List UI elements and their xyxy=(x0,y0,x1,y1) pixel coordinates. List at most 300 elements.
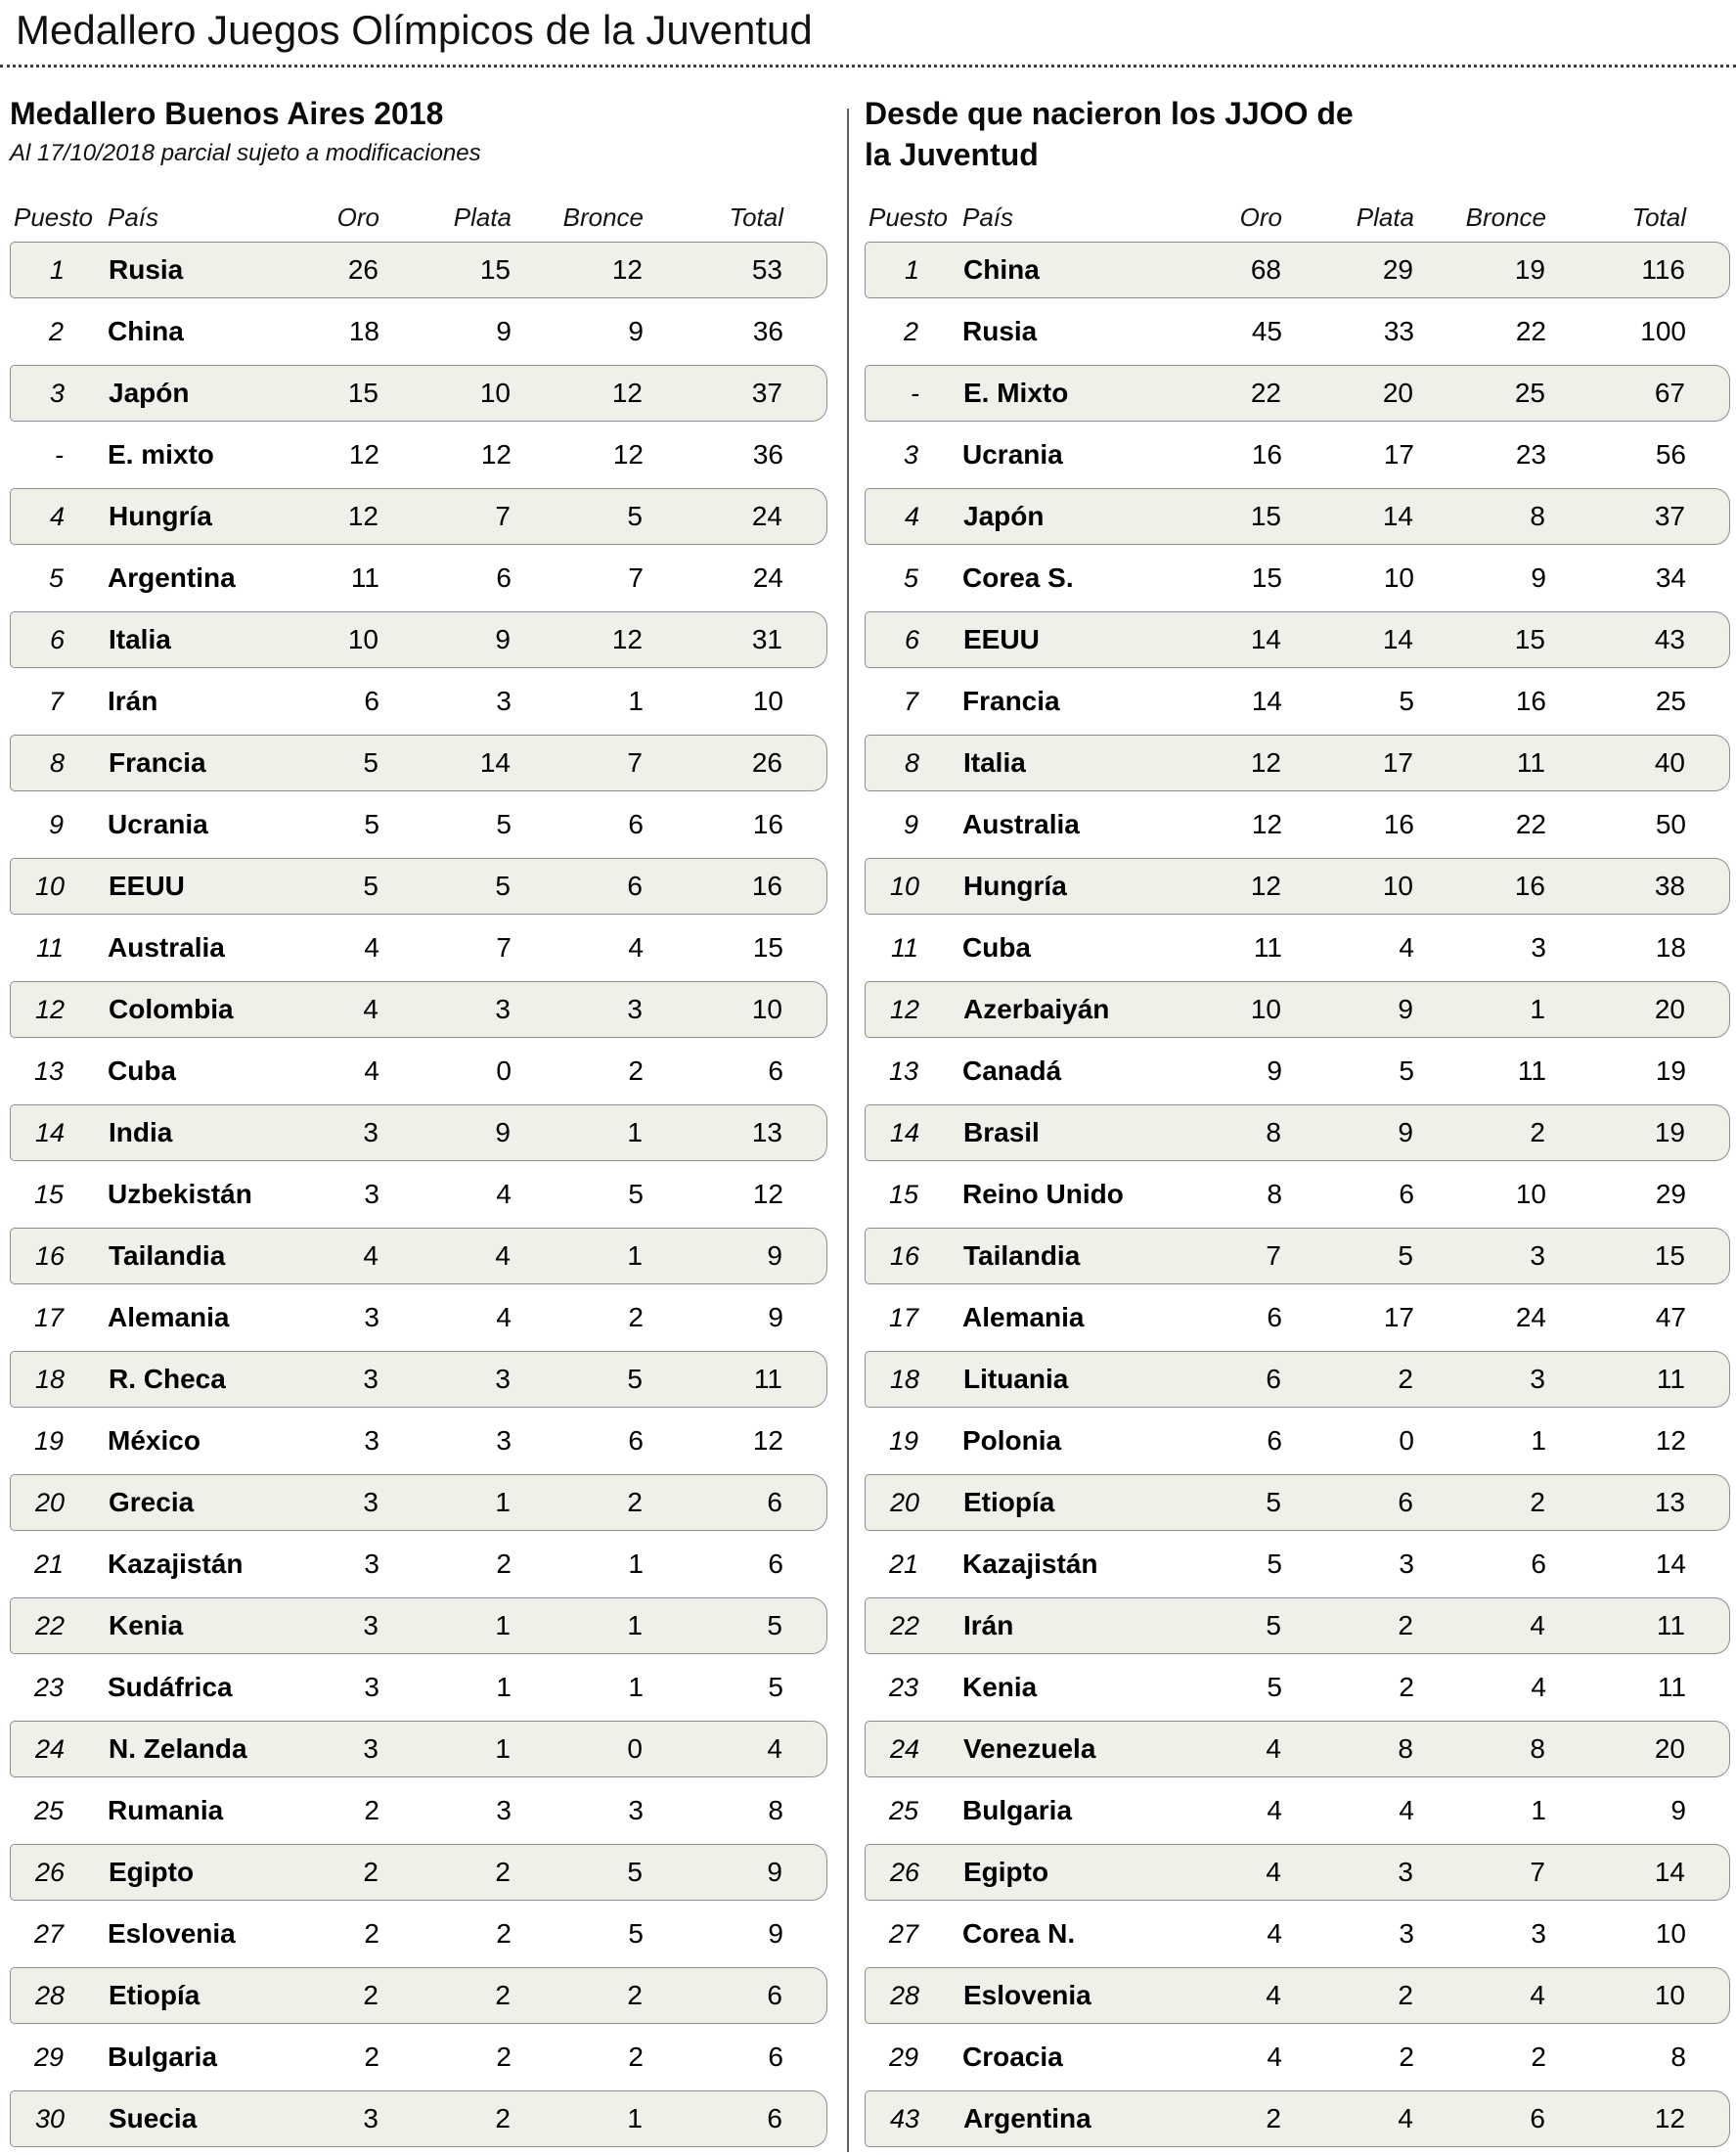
cell-puesto: 5 xyxy=(903,562,918,593)
cell-puesto: 29 xyxy=(888,2042,918,2072)
cell-pais: Francia xyxy=(109,747,206,779)
table-row xyxy=(10,735,827,791)
cell-bronce: 9 xyxy=(628,316,644,347)
column-header-puesto: Puesto xyxy=(868,202,948,233)
table-row xyxy=(865,1289,1730,1346)
cell-bronce: 1 xyxy=(627,1610,643,1641)
cell-pais: Reino Unido xyxy=(962,1179,1124,1210)
cell-total: 37 xyxy=(1654,501,1685,532)
cell-oro: 12 xyxy=(1250,747,1281,779)
cell-oro: 3 xyxy=(363,1733,378,1765)
cell-bronce: 1 xyxy=(1531,1795,1546,1826)
cell-oro: 5 xyxy=(1267,1549,1282,1580)
table-row xyxy=(865,796,1730,853)
cell-oro: 15 xyxy=(347,378,378,409)
cell-plata: 29 xyxy=(1382,254,1413,286)
column-header-puesto: Puesto xyxy=(14,202,93,233)
cell-bronce: 2 xyxy=(628,1302,644,1333)
right-table-title-area xyxy=(865,81,1730,199)
cell-puesto: 7 xyxy=(48,686,64,716)
cell-pais: Ucrania xyxy=(962,439,1063,471)
cell-oro: 12 xyxy=(348,439,379,471)
left-table-body xyxy=(10,242,827,2152)
cell-puesto: 4 xyxy=(49,501,65,531)
table-row xyxy=(10,242,827,298)
cell-puesto: 30 xyxy=(34,2103,65,2133)
column-header-pais: País xyxy=(962,202,1014,233)
cell-oro: 10 xyxy=(1250,994,1281,1025)
cell-total: 8 xyxy=(1670,2042,1686,2073)
cell-bronce: 11 xyxy=(1517,1055,1546,1087)
cell-plata: 3 xyxy=(1399,1549,1414,1580)
cell-total: 10 xyxy=(752,686,783,717)
cell-bronce: 9 xyxy=(1531,562,1546,594)
cell-bronce: 8 xyxy=(1530,501,1545,532)
cell-total: 8 xyxy=(768,1795,783,1826)
table-row xyxy=(865,2090,1730,2147)
cell-total: 9 xyxy=(768,1918,783,1950)
cell-puesto: 11 xyxy=(35,932,64,963)
cell-bronce: 5 xyxy=(627,501,643,532)
cell-total: 10 xyxy=(1655,1918,1686,1950)
cell-oro: 2 xyxy=(364,2042,379,2073)
cell-pais: Italia xyxy=(109,624,171,655)
cell-total: 31 xyxy=(751,624,782,655)
cell-bronce: 0 xyxy=(627,1733,643,1765)
cell-plata: 12 xyxy=(480,439,512,471)
table-row xyxy=(10,1413,827,1469)
column-header-bronce: Bronce xyxy=(562,202,644,233)
cell-plata: 6 xyxy=(1399,1179,1414,1210)
cell-total: 6 xyxy=(767,2103,782,2134)
cell-bronce: 4 xyxy=(1530,1610,1545,1641)
cell-puesto: 11 xyxy=(890,932,918,963)
cell-bronce: 12 xyxy=(611,254,643,286)
cell-total: 116 xyxy=(1641,254,1685,286)
cell-total: 9 xyxy=(1670,1795,1686,1826)
cell-total: 11 xyxy=(1657,1672,1686,1703)
left-table-header-row xyxy=(10,199,827,242)
cell-puesto: 2 xyxy=(48,316,64,346)
cell-total: 15 xyxy=(1654,1240,1685,1272)
cell-total: 10 xyxy=(751,994,782,1025)
cell-oro: 8 xyxy=(1267,1179,1282,1210)
cell-bronce: 3 xyxy=(1530,1240,1545,1272)
table-row xyxy=(10,365,827,422)
column-header-plata: Plata xyxy=(453,202,512,233)
cell-plata: 3 xyxy=(495,1364,511,1395)
cell-pais: Cuba xyxy=(962,932,1031,964)
cell-plata: 5 xyxy=(1399,1055,1414,1087)
cell-pais: Bulgaria xyxy=(108,2042,218,2073)
cell-bronce: 6 xyxy=(1530,2103,1545,2134)
cell-oro: 4 xyxy=(364,932,379,964)
cell-pais: Azerbaiyán xyxy=(963,994,1110,1025)
cell-puesto: 23 xyxy=(888,1672,918,1702)
table-row xyxy=(10,1474,827,1531)
cell-bronce: 2 xyxy=(1530,1487,1545,1518)
cell-oro: 4 xyxy=(364,1055,379,1087)
cell-bronce: 5 xyxy=(627,1364,643,1395)
cell-puesto: 26 xyxy=(34,1857,65,1887)
cell-bronce: 5 xyxy=(628,1179,644,1210)
cell-pais: Uzbekistán xyxy=(108,1179,252,1210)
cell-bronce: 6 xyxy=(628,1425,644,1457)
cell-puesto: 15 xyxy=(888,1179,918,1209)
table-row xyxy=(10,981,827,1038)
table-row xyxy=(865,427,1730,483)
cell-pais: Croacia xyxy=(962,2042,1063,2073)
table-row xyxy=(10,488,827,545)
cell-oro: 5 xyxy=(1267,1672,1282,1703)
cell-total: 6 xyxy=(767,1487,782,1518)
cell-plata: 3 xyxy=(496,686,512,717)
cell-plata: 20 xyxy=(1382,378,1413,409)
cell-oro: 7 xyxy=(1266,1240,1281,1272)
cell-bronce: 4 xyxy=(1530,1980,1545,2011)
cell-oro: 3 xyxy=(363,1610,378,1641)
cell-plata: 2 xyxy=(496,2042,512,2073)
cell-total: 18 xyxy=(1655,932,1686,964)
cell-total: 11 xyxy=(753,1364,782,1395)
cell-bronce: 12 xyxy=(611,378,643,409)
cell-oro: 2 xyxy=(363,1980,378,2011)
cell-bronce: 5 xyxy=(628,1918,644,1950)
cell-puesto: 43 xyxy=(889,2103,919,2133)
table-row xyxy=(865,673,1730,730)
cell-pais: Irán xyxy=(108,686,158,717)
cell-oro: 4 xyxy=(1267,1795,1282,1826)
cell-puesto: - xyxy=(911,378,919,408)
cell-total: 9 xyxy=(767,1857,782,1888)
cell-plata: 9 xyxy=(1398,994,1413,1025)
cell-plata: 3 xyxy=(496,1425,512,1457)
cell-puesto: 22 xyxy=(889,1610,919,1640)
cell-bronce: 7 xyxy=(1530,1857,1545,1888)
cell-total: 5 xyxy=(767,1610,782,1641)
cell-bronce: 25 xyxy=(1514,378,1545,409)
table-row xyxy=(10,427,827,483)
cell-plata: 2 xyxy=(495,1857,511,1888)
cell-total: 6 xyxy=(767,1980,782,2011)
cell-oro: 3 xyxy=(364,1425,379,1457)
cell-pais: EEUU xyxy=(109,871,185,902)
cell-plata: 3 xyxy=(495,994,511,1025)
cell-puesto: 15 xyxy=(33,1179,64,1209)
cell-bronce: 6 xyxy=(1531,1549,1546,1580)
cell-oro: 4 xyxy=(1266,1733,1281,1765)
cell-oro: 3 xyxy=(363,1487,378,1518)
table-row xyxy=(10,920,827,976)
cell-total: 12 xyxy=(1654,2103,1685,2134)
table-row xyxy=(865,1782,1730,1839)
cell-total: 67 xyxy=(1654,378,1685,409)
cell-pais: México xyxy=(108,1425,200,1457)
cell-plata: 2 xyxy=(495,1980,511,2011)
cell-puesto: 10 xyxy=(34,871,65,901)
cell-puesto: 12 xyxy=(889,994,919,1024)
cell-plata: 5 xyxy=(1399,686,1414,717)
cell-puesto: 19 xyxy=(33,1425,64,1456)
cell-puesto: 17 xyxy=(888,1302,918,1332)
cell-bronce: 11 xyxy=(1516,747,1545,779)
cell-pais: Grecia xyxy=(109,1487,195,1518)
cell-pais: E. mixto xyxy=(108,439,214,471)
cell-pais: Ucrania xyxy=(108,809,208,840)
cell-total: 43 xyxy=(1654,624,1685,655)
cell-plata: 0 xyxy=(496,1055,512,1087)
cell-oro: 3 xyxy=(364,1179,379,1210)
right-table-column xyxy=(865,81,1736,2152)
cell-pais: Etiopía xyxy=(963,1487,1055,1518)
cell-puesto: 20 xyxy=(889,1487,919,1517)
cell-oro: 18 xyxy=(348,316,379,347)
cell-bronce: 3 xyxy=(1531,1918,1546,1950)
table-row xyxy=(10,796,827,853)
table-row xyxy=(865,1659,1730,1716)
table-row xyxy=(10,1597,827,1654)
table-row xyxy=(865,2029,1730,2086)
cell-pais: Corea N. xyxy=(962,1918,1076,1950)
table-row xyxy=(10,673,827,730)
cell-total: 56 xyxy=(1655,439,1686,471)
cell-puesto: 27 xyxy=(888,1918,918,1949)
cell-pais: E. Mixto xyxy=(963,378,1069,409)
cell-oro: 5 xyxy=(363,747,378,779)
cell-puesto: 21 xyxy=(33,1549,64,1579)
cell-pais: India xyxy=(109,1117,173,1148)
cell-plata: 1 xyxy=(495,1487,511,1518)
cell-puesto: 19 xyxy=(888,1425,918,1456)
cell-puesto: 24 xyxy=(889,1733,919,1764)
cell-puesto: 3 xyxy=(49,378,65,408)
cell-plata: 0 xyxy=(1399,1425,1414,1457)
cell-puesto: 25 xyxy=(888,1795,918,1825)
cell-pais: Eslovenia xyxy=(108,1918,236,1950)
table-row xyxy=(10,2029,827,2086)
cell-pais: Colombia xyxy=(109,994,234,1025)
table-row xyxy=(10,1844,827,1901)
cell-plata: 9 xyxy=(495,1117,511,1148)
cell-bronce: 10 xyxy=(1515,1179,1546,1210)
cell-puesto: 16 xyxy=(889,1240,919,1271)
cell-bronce: 24 xyxy=(1515,1302,1546,1333)
cell-total: 19 xyxy=(1654,1117,1685,1148)
cell-plata: 2 xyxy=(1398,1980,1413,2011)
vertical-divider xyxy=(847,109,849,2152)
cell-puesto: 17 xyxy=(33,1302,64,1332)
cell-bronce: 4 xyxy=(628,932,644,964)
cell-total: 24 xyxy=(752,562,783,594)
cell-pais: Alemania xyxy=(962,1302,1085,1333)
cell-oro: 4 xyxy=(1267,1918,1282,1950)
right-table-title-line2: la Juventud xyxy=(865,137,1039,173)
cell-oro: 3 xyxy=(364,1302,379,1333)
table-row xyxy=(865,1597,1730,1654)
cell-total: 34 xyxy=(1655,562,1686,594)
cell-bronce: 6 xyxy=(628,809,644,840)
table-row xyxy=(10,550,827,606)
cell-plata: 10 xyxy=(479,378,511,409)
table-row xyxy=(865,920,1730,976)
cell-pais: Argentina xyxy=(963,2103,1091,2134)
cell-puesto: 22 xyxy=(34,1610,65,1640)
table-row xyxy=(865,1228,1730,1284)
table-row xyxy=(10,2090,827,2147)
cell-puesto: 6 xyxy=(904,624,919,654)
cell-plata: 7 xyxy=(496,932,512,964)
cell-puesto: 13 xyxy=(33,1055,64,1086)
cell-total: 9 xyxy=(767,1240,782,1272)
cell-pais: Tailandia xyxy=(963,1240,1081,1272)
cell-oro: 15 xyxy=(1250,501,1281,532)
cell-total: 100 xyxy=(1640,316,1686,347)
table-row xyxy=(10,611,827,668)
cell-total: 12 xyxy=(1655,1425,1686,1457)
cell-pais: Australia xyxy=(108,932,225,964)
cell-bronce: 2 xyxy=(627,1980,643,2011)
table-row xyxy=(10,1228,827,1284)
cell-plata: 33 xyxy=(1383,316,1414,347)
cell-oro: 5 xyxy=(1266,1610,1281,1641)
cell-puesto: 3 xyxy=(903,439,918,470)
cell-oro: 6 xyxy=(1267,1302,1282,1333)
cell-bronce: 22 xyxy=(1515,809,1546,840)
cell-pais: Bulgaria xyxy=(962,1795,1073,1826)
cell-plata: 7 xyxy=(495,501,511,532)
table-row xyxy=(10,1289,827,1346)
cell-puesto: 1 xyxy=(904,254,919,285)
cell-bronce: 19 xyxy=(1514,254,1545,286)
cell-pais: Japón xyxy=(109,378,190,409)
column-header-bronce: Bronce xyxy=(1465,202,1546,233)
cell-plata: 2 xyxy=(496,1549,512,1580)
cell-puesto: 27 xyxy=(33,1918,64,1949)
cell-total: 38 xyxy=(1654,871,1685,902)
cell-pais: Canadá xyxy=(962,1055,1062,1087)
cell-bronce: 2 xyxy=(628,2042,644,2073)
cell-plata: 5 xyxy=(495,871,511,902)
table-row xyxy=(865,488,1730,545)
cell-oro: 26 xyxy=(347,254,378,286)
cell-total: 20 xyxy=(1654,994,1685,1025)
cell-oro: 15 xyxy=(1251,562,1282,594)
cell-total: 12 xyxy=(752,1179,783,1210)
cell-oro: 2 xyxy=(363,1857,378,1888)
cell-pais: Cuba xyxy=(108,1055,176,1087)
cell-plata: 4 xyxy=(496,1179,512,1210)
cell-oro: 3 xyxy=(364,1672,379,1703)
table-row xyxy=(865,1844,1730,1901)
table-row xyxy=(865,735,1730,791)
cell-pais: Eslovenia xyxy=(963,1980,1091,2011)
column-header-plata: Plata xyxy=(1356,202,1414,233)
table-row xyxy=(10,1351,827,1408)
cell-plata: 16 xyxy=(1383,809,1414,840)
cell-total: 14 xyxy=(1655,1549,1686,1580)
cell-bronce: 8 xyxy=(1530,1733,1545,1765)
right-table-body xyxy=(865,242,1730,2152)
cell-bronce: 7 xyxy=(628,562,644,594)
cell-oro: 16 xyxy=(1251,439,1282,471)
cell-total: 13 xyxy=(1654,1487,1685,1518)
cell-bronce: 3 xyxy=(627,994,643,1025)
cell-pais: R. Checa xyxy=(109,1364,226,1395)
cell-oro: 3 xyxy=(363,1117,378,1148)
cell-bronce: 3 xyxy=(628,1795,644,1826)
cell-bronce: 1 xyxy=(627,2103,643,2134)
cell-total: 6 xyxy=(768,1055,783,1087)
table-row xyxy=(865,1906,1730,1962)
cell-bronce: 3 xyxy=(1531,932,1546,964)
cell-puesto: 21 xyxy=(888,1549,918,1579)
cell-bronce: 2 xyxy=(1531,2042,1546,2073)
cell-pais: Sudáfrica xyxy=(108,1672,233,1703)
table-row xyxy=(865,365,1730,422)
cell-puesto: 18 xyxy=(34,1364,65,1394)
cell-plata: 2 xyxy=(496,1918,512,1950)
table-row xyxy=(865,1166,1730,1223)
cell-plata: 2 xyxy=(495,2103,511,2134)
cell-plata: 2 xyxy=(1398,1610,1413,1641)
cell-bronce: 2 xyxy=(1530,1117,1545,1148)
cell-plata: 9 xyxy=(1398,1117,1413,1148)
cell-plata: 14 xyxy=(1382,624,1413,655)
table-row xyxy=(865,1413,1730,1469)
cell-puesto: 6 xyxy=(49,624,65,654)
cell-puesto: 1 xyxy=(49,254,65,285)
cell-plata: 6 xyxy=(496,562,512,594)
right-table-title-line1: Desde que nacieron los JJOO de xyxy=(865,96,1354,132)
cell-total: 26 xyxy=(751,747,782,779)
cell-plata: 2 xyxy=(1399,2042,1414,2073)
cell-total: 11 xyxy=(1656,1364,1685,1395)
cell-pais: Argentina xyxy=(108,562,236,594)
cell-pais: Italia xyxy=(963,747,1026,779)
cell-pais: China xyxy=(963,254,1040,286)
cell-oro: 5 xyxy=(364,809,379,840)
cell-total: 6 xyxy=(768,2042,783,2073)
table-row xyxy=(865,981,1730,1038)
cell-oro: 9 xyxy=(1267,1055,1282,1087)
cell-pais: Rusia xyxy=(109,254,184,286)
left-table-column xyxy=(0,81,827,2152)
cell-pais: Corea S. xyxy=(962,562,1074,594)
cell-puesto: - xyxy=(55,439,64,470)
cell-total: 29 xyxy=(1655,1179,1686,1210)
cell-bronce: 1 xyxy=(627,1240,643,1272)
cell-total: 20 xyxy=(1654,1733,1685,1765)
cell-total: 12 xyxy=(752,1425,783,1457)
table-row xyxy=(865,550,1730,606)
cell-puesto: 2 xyxy=(903,316,918,346)
cell-plata: 8 xyxy=(1398,1733,1413,1765)
cell-oro: 12 xyxy=(1251,809,1282,840)
cell-plata: 2 xyxy=(1398,1364,1413,1395)
cell-oro: 3 xyxy=(363,2103,378,2134)
cell-puesto: 20 xyxy=(34,1487,65,1517)
cell-oro: 4 xyxy=(363,994,378,1025)
cell-total: 10 xyxy=(1654,1980,1685,2011)
cell-plata: 5 xyxy=(496,809,512,840)
cell-total: 15 xyxy=(752,932,783,964)
cell-puesto: 18 xyxy=(889,1364,919,1394)
cell-bronce: 16 xyxy=(1514,871,1545,902)
cell-oro: 4 xyxy=(363,1240,378,1272)
cell-plata: 9 xyxy=(495,624,511,655)
cell-plata: 15 xyxy=(479,254,511,286)
cell-oro: 3 xyxy=(364,1549,379,1580)
